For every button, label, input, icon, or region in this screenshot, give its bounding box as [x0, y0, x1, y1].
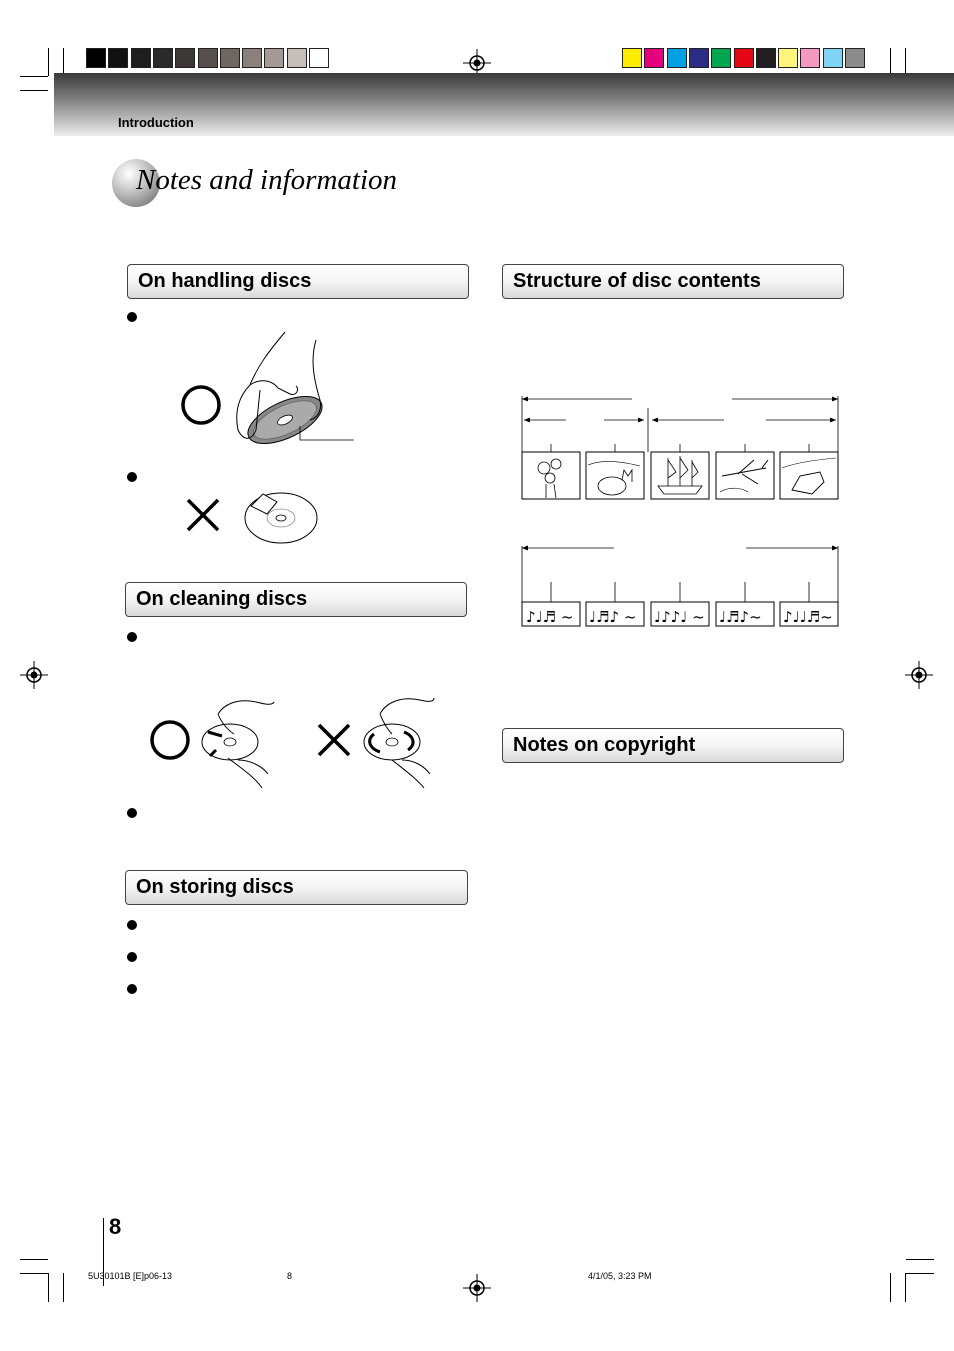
crop-mark: [905, 48, 906, 76]
color-swatch: [220, 48, 240, 68]
crop-mark: [890, 48, 891, 76]
bullet: [127, 920, 137, 930]
color-swatch: [711, 48, 731, 68]
crop-mark: [63, 48, 64, 76]
music-notes-icon: ♪♩♬ ~: [526, 608, 574, 626]
section-title: On storing discs: [136, 876, 294, 898]
section-title: Notes on copyright: [513, 734, 696, 756]
section-header-cleaning: [125, 582, 467, 617]
page-title: Notes and information: [136, 164, 398, 196]
section-header-copyright: [502, 728, 844, 763]
music-notes-icon: ♩♬♪~: [719, 608, 762, 626]
crop-mark: [20, 76, 48, 77]
color-swatch: [823, 48, 843, 68]
footer-date: 4/1/05, 3:23 PM: [588, 1271, 652, 1281]
color-swatch: [198, 48, 218, 68]
chapter-picture-cat: [586, 452, 644, 499]
color-swatch: [734, 48, 754, 68]
crop-mark: [906, 1273, 934, 1274]
color-swatch: [108, 48, 128, 68]
crop-mark: [20, 90, 48, 91]
chapter-picture-airplane: [716, 452, 774, 499]
section-header-structure: [502, 264, 844, 299]
color-swatch: [264, 48, 284, 68]
crop-mark: [906, 1259, 934, 1260]
music-notes-icon: ♪♩♩♬~: [783, 608, 833, 626]
music-notes-icon: ♩♪♪♩ ~: [654, 608, 705, 626]
incorrect-mark-icon: [316, 722, 352, 758]
section-label: Introduction: [118, 115, 194, 130]
bullet: [127, 632, 137, 642]
color-swatch: [756, 48, 776, 68]
chapter-picture-flowers: [522, 452, 580, 499]
correct-mark-icon: [149, 719, 191, 761]
crop-mark: [48, 1273, 49, 1302]
section-title: On handling discs: [138, 270, 312, 292]
color-swatch: [778, 48, 798, 68]
chapter-picture-car: [780, 452, 838, 499]
chapter-picture-ship: [651, 452, 709, 499]
footer-file-name: 5U30101B [E]p06-13: [88, 1271, 173, 1281]
crop-mark: [20, 1259, 48, 1260]
correct-mark-icon: [180, 384, 222, 426]
color-swatch: [309, 48, 329, 68]
color-swatch: [175, 48, 195, 68]
color-swatch: [153, 48, 173, 68]
color-swatch: [689, 48, 709, 68]
color-swatch: [644, 48, 664, 68]
bullet: [127, 472, 137, 482]
footer-page: 8: [287, 1271, 293, 1281]
page-number: 8: [109, 1214, 122, 1239]
disc-with-label-illustration: [243, 490, 321, 546]
hand-holding-disc-illustration: [230, 330, 360, 450]
color-swatch: [845, 48, 865, 68]
color-swatch: [86, 48, 106, 68]
crop-mark: [905, 1273, 906, 1302]
color-swatch: [131, 48, 151, 68]
color-swatch: [667, 48, 687, 68]
crop-mark: [20, 1273, 48, 1274]
crop-mark: [890, 1273, 891, 1302]
color-swatch: [800, 48, 820, 68]
radial-wipe-illustration: [198, 694, 278, 789]
section-title: Structure of disc contents: [513, 270, 761, 292]
registration-target-icon: [20, 661, 48, 689]
circular-wipe-illustration: [358, 692, 438, 790]
bullet: [127, 312, 137, 322]
color-swatch: [287, 48, 307, 68]
music-notes-icon: ♩♬♪ ~: [589, 608, 637, 626]
section-header-handling: [127, 264, 469, 299]
color-swatch: [622, 48, 642, 68]
incorrect-mark-icon: [185, 497, 221, 533]
video-disc-structure-diagram: [516, 390, 846, 505]
registration-target-icon: [463, 1274, 491, 1302]
crop-mark: [48, 48, 49, 76]
color-swatch: [242, 48, 262, 68]
bullet: [127, 984, 137, 994]
registration-target-icon: [905, 661, 933, 689]
audio-disc-structure-diagram: [516, 540, 846, 630]
bullet: [127, 952, 137, 962]
crop-mark: [63, 1273, 64, 1302]
bullet: [127, 808, 137, 818]
section-title: On cleaning discs: [136, 588, 308, 610]
section-header-storing: [125, 870, 468, 905]
